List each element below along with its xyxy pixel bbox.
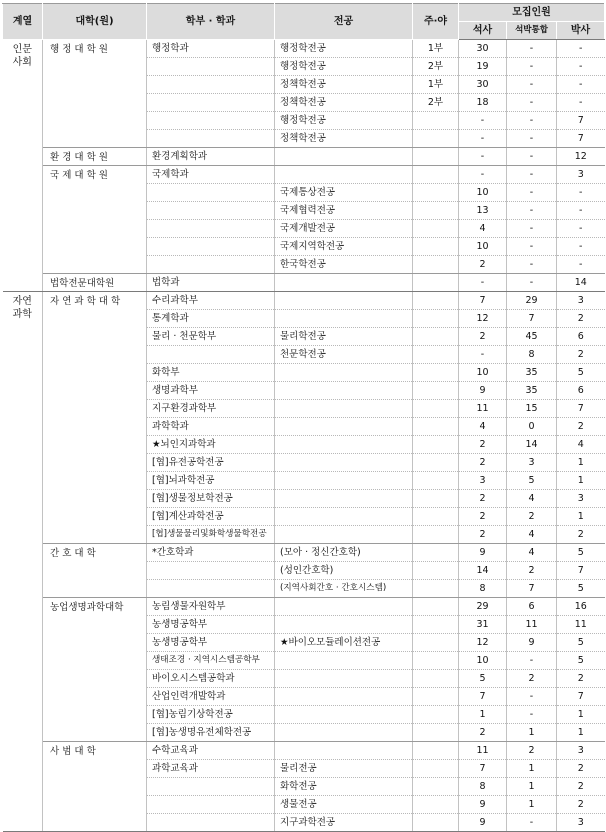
day-night-cell [413, 508, 459, 526]
major-cell: 한국학전공 [275, 256, 413, 274]
day-night-cell [413, 112, 459, 130]
major-cell: 지구과학전공 [275, 814, 413, 832]
day-night-cell [413, 292, 459, 310]
day-night-cell [413, 760, 459, 778]
cluster-cell: 인문 사회 [3, 40, 43, 292]
masters-cell: 11 [459, 742, 507, 760]
day-night-cell [413, 526, 459, 544]
department-cell: 화학부 [147, 364, 275, 382]
department-cell [147, 58, 275, 76]
department-cell: 산업인력개발학과 [147, 688, 275, 706]
header-major: 전공 [275, 4, 413, 40]
major-cell [275, 400, 413, 418]
major-cell [275, 508, 413, 526]
header-masters: 석사 [459, 22, 507, 40]
major-cell [275, 688, 413, 706]
table-row [3, 292, 605, 310]
day-night-cell [413, 562, 459, 580]
doctoral-cell: - [557, 40, 605, 58]
department-cell: 법학과 [147, 274, 275, 292]
day-night-cell [413, 274, 459, 292]
department-cell: [협]농림기상학전공 [147, 706, 275, 724]
masters-cell: 9 [459, 796, 507, 814]
doctoral-cell: 4 [557, 436, 605, 454]
major-cell [275, 670, 413, 688]
major-cell [275, 652, 413, 670]
doctoral-cell: 12 [557, 148, 605, 166]
day-night-cell [413, 706, 459, 724]
day-night-cell [413, 796, 459, 814]
table-row [3, 544, 605, 562]
day-night-cell [413, 634, 459, 652]
department-cell [147, 346, 275, 364]
integrated-cell: - [507, 94, 557, 112]
doctoral-cell: - [557, 184, 605, 202]
integrated-cell: - [507, 274, 557, 292]
doctoral-cell: 2 [557, 346, 605, 364]
department-cell: ★뇌인지과학과 [147, 436, 275, 454]
integrated-cell: - [507, 688, 557, 706]
department-cell: 농생명공학부 [147, 634, 275, 652]
day-night-cell [413, 454, 459, 472]
integrated-cell: - [507, 202, 557, 220]
doctoral-cell: 16 [557, 598, 605, 616]
department-cell [147, 112, 275, 130]
masters-cell: 10 [459, 364, 507, 382]
day-night-cell [413, 670, 459, 688]
masters-cell: 4 [459, 418, 507, 436]
department-cell: [협]계산과학전공 [147, 508, 275, 526]
masters-cell: - [459, 112, 507, 130]
major-cell: 생물전공 [275, 796, 413, 814]
department-cell: 환경계획학과 [147, 148, 275, 166]
doctoral-cell: - [557, 94, 605, 112]
doctoral-cell: 6 [557, 382, 605, 400]
masters-cell: 2 [459, 436, 507, 454]
doctoral-cell: 1 [557, 706, 605, 724]
department-cell: 생태조경 · 지역시스템공학부 [147, 652, 275, 670]
major-cell [275, 310, 413, 328]
masters-cell: 10 [459, 184, 507, 202]
graduate-school-cell: 행 정 대 학 원 [43, 40, 147, 148]
integrated-cell: 14 [507, 436, 557, 454]
department-cell [147, 220, 275, 238]
department-cell: 바이오시스템공학과 [147, 670, 275, 688]
masters-cell: 2 [459, 508, 507, 526]
masters-cell: 11 [459, 400, 507, 418]
header-day-night: 주·야 [413, 4, 459, 40]
integrated-cell: 29 [507, 292, 557, 310]
day-night-cell [413, 364, 459, 382]
doctoral-cell: 7 [557, 400, 605, 418]
integrated-cell: 2 [507, 742, 557, 760]
major-cell: (모아 · 정신간호학) [275, 544, 413, 562]
masters-cell: 2 [459, 526, 507, 544]
day-night-cell: 2부 [413, 58, 459, 76]
doctoral-cell: 3 [557, 742, 605, 760]
integrated-cell: 35 [507, 364, 557, 382]
integrated-cell: 35 [507, 382, 557, 400]
masters-cell: 9 [459, 544, 507, 562]
integrated-cell: 3 [507, 454, 557, 472]
doctoral-cell: 7 [557, 112, 605, 130]
integrated-cell: 7 [507, 580, 557, 598]
graduate-school-cell: 자 연 과 학 대 학 [43, 292, 147, 544]
masters-cell: 8 [459, 580, 507, 598]
integrated-cell: 4 [507, 544, 557, 562]
major-cell: 화학전공 [275, 778, 413, 796]
graduate-school-cell: 농업생명과학대학 [43, 598, 147, 742]
integrated-cell: - [507, 256, 557, 274]
masters-cell: 9 [459, 382, 507, 400]
department-cell [147, 238, 275, 256]
table-row [3, 40, 605, 58]
masters-cell: - [459, 148, 507, 166]
major-cell [275, 274, 413, 292]
doctoral-cell: 11 [557, 616, 605, 634]
day-night-cell [413, 652, 459, 670]
major-cell [275, 436, 413, 454]
masters-cell: 30 [459, 40, 507, 58]
day-night-cell [413, 418, 459, 436]
day-night-cell [413, 328, 459, 346]
department-cell [147, 130, 275, 148]
day-night-cell [413, 778, 459, 796]
day-night-cell [413, 130, 459, 148]
department-cell [147, 796, 275, 814]
masters-cell: 10 [459, 238, 507, 256]
department-cell [147, 76, 275, 94]
integrated-cell: 8 [507, 346, 557, 364]
integrated-cell: 15 [507, 400, 557, 418]
integrated-cell: 1 [507, 724, 557, 742]
table-header [3, 4, 605, 40]
major-cell [275, 472, 413, 490]
masters-cell: 2 [459, 256, 507, 274]
header-integrated: 석박통합 [507, 22, 557, 40]
doctoral-cell: 1 [557, 724, 605, 742]
day-night-cell [413, 310, 459, 328]
masters-cell: 2 [459, 490, 507, 508]
doctoral-cell: 2 [557, 310, 605, 328]
department-cell: [협]뇌과학전공 [147, 472, 275, 490]
masters-cell: 3 [459, 472, 507, 490]
day-night-cell [413, 814, 459, 832]
masters-cell: 10 [459, 652, 507, 670]
doctoral-cell: 1 [557, 508, 605, 526]
major-cell: 정책학전공 [275, 130, 413, 148]
doctoral-cell: 2 [557, 796, 605, 814]
department-cell [147, 778, 275, 796]
integrated-cell: 11 [507, 616, 557, 634]
table-row [3, 598, 605, 616]
integrated-cell: 45 [507, 328, 557, 346]
masters-cell: 4 [459, 220, 507, 238]
department-cell: 물리 · 천문학부 [147, 328, 275, 346]
masters-cell: - [459, 166, 507, 184]
masters-cell: 2 [459, 328, 507, 346]
masters-cell: 7 [459, 292, 507, 310]
day-night-cell [413, 382, 459, 400]
major-cell [275, 382, 413, 400]
department-cell: 과학학과 [147, 418, 275, 436]
integrated-cell: - [507, 652, 557, 670]
major-cell [275, 418, 413, 436]
doctoral-cell: 5 [557, 652, 605, 670]
integrated-cell: 0 [507, 418, 557, 436]
department-cell: 농림생물자원학부 [147, 598, 275, 616]
doctoral-cell: - [557, 202, 605, 220]
department-cell [147, 256, 275, 274]
department-cell: [협]유전공학전공 [147, 454, 275, 472]
admission-quota-table [2, 3, 605, 832]
doctoral-cell: 2 [557, 670, 605, 688]
integrated-cell: 9 [507, 634, 557, 652]
major-cell [275, 364, 413, 382]
day-night-cell [413, 238, 459, 256]
masters-cell: - [459, 274, 507, 292]
doctoral-cell: 3 [557, 490, 605, 508]
doctoral-cell: 2 [557, 418, 605, 436]
integrated-cell: - [507, 166, 557, 184]
integrated-cell: - [507, 76, 557, 94]
table-body [3, 40, 605, 832]
department-cell: [협]생물물리및화학생물학전공 [147, 526, 275, 544]
day-night-cell [413, 544, 459, 562]
department-cell: [협]생물정보학전공 [147, 490, 275, 508]
masters-cell: 2 [459, 454, 507, 472]
masters-cell: 31 [459, 616, 507, 634]
department-cell: 통계학과 [147, 310, 275, 328]
integrated-cell: 7 [507, 310, 557, 328]
major-cell [275, 742, 413, 760]
major-cell [275, 598, 413, 616]
integrated-cell: - [507, 148, 557, 166]
day-night-cell [413, 472, 459, 490]
major-cell: 국제지역학전공 [275, 238, 413, 256]
masters-cell: 18 [459, 94, 507, 112]
major-cell: 정책학전공 [275, 76, 413, 94]
major-cell: 천문학전공 [275, 346, 413, 364]
doctoral-cell: 2 [557, 778, 605, 796]
department-cell: *간호학과 [147, 544, 275, 562]
integrated-cell: - [507, 58, 557, 76]
major-cell: (지역사회간호 · 간호시스템) [275, 580, 413, 598]
major-cell: 행정학전공 [275, 40, 413, 58]
masters-cell: 13 [459, 202, 507, 220]
doctoral-cell: 3 [557, 814, 605, 832]
integrated-cell: 2 [507, 508, 557, 526]
department-cell: [협]농생명유전체학전공 [147, 724, 275, 742]
major-cell: 행정학전공 [275, 112, 413, 130]
doctoral-cell: 5 [557, 580, 605, 598]
doctoral-cell: - [557, 76, 605, 94]
department-cell: 지구환경과학부 [147, 400, 275, 418]
header-doctoral: 박사 [557, 22, 605, 40]
integrated-cell: 2 [507, 562, 557, 580]
major-cell: (성인간호학) [275, 562, 413, 580]
integrated-cell: 1 [507, 760, 557, 778]
doctoral-cell: 6 [557, 328, 605, 346]
graduate-school-cell: 간 호 대 학 [43, 544, 147, 598]
department-cell: 농생명공학부 [147, 616, 275, 634]
department-cell [147, 562, 275, 580]
day-night-cell [413, 148, 459, 166]
department-cell: 과학교육과 [147, 760, 275, 778]
doctoral-cell: 5 [557, 364, 605, 382]
table-row [3, 166, 605, 184]
header-quota: 모집인원 [459, 4, 605, 22]
department-cell [147, 202, 275, 220]
graduate-school-cell: 국 제 대 학 원 [43, 166, 147, 274]
major-cell [275, 454, 413, 472]
integrated-cell: 6 [507, 598, 557, 616]
masters-cell: 14 [459, 562, 507, 580]
day-night-cell [413, 742, 459, 760]
integrated-cell: 4 [507, 526, 557, 544]
day-night-cell [413, 256, 459, 274]
doctoral-cell: - [557, 238, 605, 256]
doctoral-cell: 1 [557, 454, 605, 472]
day-night-cell [413, 400, 459, 418]
major-cell: 국제개발전공 [275, 220, 413, 238]
doctoral-cell: - [557, 256, 605, 274]
masters-cell: 12 [459, 634, 507, 652]
masters-cell: 2 [459, 724, 507, 742]
masters-cell: 8 [459, 778, 507, 796]
department-cell: 생명과학부 [147, 382, 275, 400]
doctoral-cell: 7 [557, 562, 605, 580]
header-department: 학부 · 학과 [147, 4, 275, 40]
integrated-cell: 5 [507, 472, 557, 490]
major-cell [275, 148, 413, 166]
integrated-cell: - [507, 814, 557, 832]
doctoral-cell: - [557, 58, 605, 76]
doctoral-cell: 7 [557, 688, 605, 706]
major-cell [275, 526, 413, 544]
day-night-cell [413, 598, 459, 616]
integrated-cell: 2 [507, 670, 557, 688]
department-cell: 수리과학부 [147, 292, 275, 310]
masters-cell: - [459, 130, 507, 148]
table-row [3, 274, 605, 292]
major-cell: 행정학전공 [275, 58, 413, 76]
graduate-school-cell: 환 경 대 학 원 [43, 148, 147, 166]
doctoral-cell: 3 [557, 292, 605, 310]
doctoral-cell: 3 [557, 166, 605, 184]
doctoral-cell: 2 [557, 760, 605, 778]
department-cell [147, 94, 275, 112]
masters-cell: 1 [459, 706, 507, 724]
integrated-cell: - [507, 112, 557, 130]
day-night-cell [413, 436, 459, 454]
integrated-cell: - [507, 706, 557, 724]
doctoral-cell: 2 [557, 526, 605, 544]
doctoral-cell: 1 [557, 472, 605, 490]
day-night-cell [413, 166, 459, 184]
table-row [3, 148, 605, 166]
doctoral-cell: 14 [557, 274, 605, 292]
integrated-cell: - [507, 220, 557, 238]
integrated-cell: - [507, 130, 557, 148]
doctoral-cell: 5 [557, 634, 605, 652]
integrated-cell: 1 [507, 796, 557, 814]
day-night-cell [413, 688, 459, 706]
masters-cell: 30 [459, 76, 507, 94]
doctoral-cell: 7 [557, 130, 605, 148]
masters-cell: 19 [459, 58, 507, 76]
day-night-cell [413, 724, 459, 742]
masters-cell: 5 [459, 670, 507, 688]
major-cell [275, 706, 413, 724]
department-cell: 행정학과 [147, 40, 275, 58]
integrated-cell: - [507, 184, 557, 202]
integrated-cell: 4 [507, 490, 557, 508]
day-night-cell [413, 202, 459, 220]
major-cell [275, 292, 413, 310]
major-cell: 국제협력전공 [275, 202, 413, 220]
integrated-cell: - [507, 238, 557, 256]
major-cell [275, 724, 413, 742]
major-cell: 국제통상전공 [275, 184, 413, 202]
department-cell [147, 184, 275, 202]
day-night-cell: 1부 [413, 40, 459, 58]
masters-cell: 7 [459, 688, 507, 706]
masters-cell: 12 [459, 310, 507, 328]
masters-cell: 9 [459, 814, 507, 832]
integrated-cell: - [507, 40, 557, 58]
table-row [3, 742, 605, 760]
day-night-cell: 1부 [413, 76, 459, 94]
day-night-cell [413, 490, 459, 508]
day-night-cell [413, 346, 459, 364]
doctoral-cell: 5 [557, 544, 605, 562]
masters-cell: 29 [459, 598, 507, 616]
department-cell: 국제학과 [147, 166, 275, 184]
day-night-cell [413, 220, 459, 238]
masters-cell: - [459, 346, 507, 364]
day-night-cell [413, 184, 459, 202]
header-cluster: 계열 [3, 4, 43, 40]
graduate-school-cell: 법학전문대학원 [43, 274, 147, 292]
header-graduate-school: 대학(원) [43, 4, 147, 40]
department-cell: 수학교육과 [147, 742, 275, 760]
major-cell [275, 166, 413, 184]
day-night-cell: 2부 [413, 94, 459, 112]
integrated-cell: 1 [507, 778, 557, 796]
major-cell: 물리학전공 [275, 328, 413, 346]
major-cell: 물리전공 [275, 760, 413, 778]
admission-quota-table-container [2, 3, 604, 827]
day-night-cell [413, 616, 459, 634]
major-cell: 정책학전공 [275, 94, 413, 112]
masters-cell: 7 [459, 760, 507, 778]
department-cell [147, 814, 275, 832]
doctoral-cell: - [557, 220, 605, 238]
major-cell [275, 616, 413, 634]
department-cell [147, 580, 275, 598]
graduate-school-cell: 사 범 대 학 [43, 742, 147, 832]
day-night-cell [413, 580, 459, 598]
major-cell [275, 490, 413, 508]
cluster-cell: 자연 과학 [3, 292, 43, 832]
major-cell: ★바이오모듈레이션전공 [275, 634, 413, 652]
